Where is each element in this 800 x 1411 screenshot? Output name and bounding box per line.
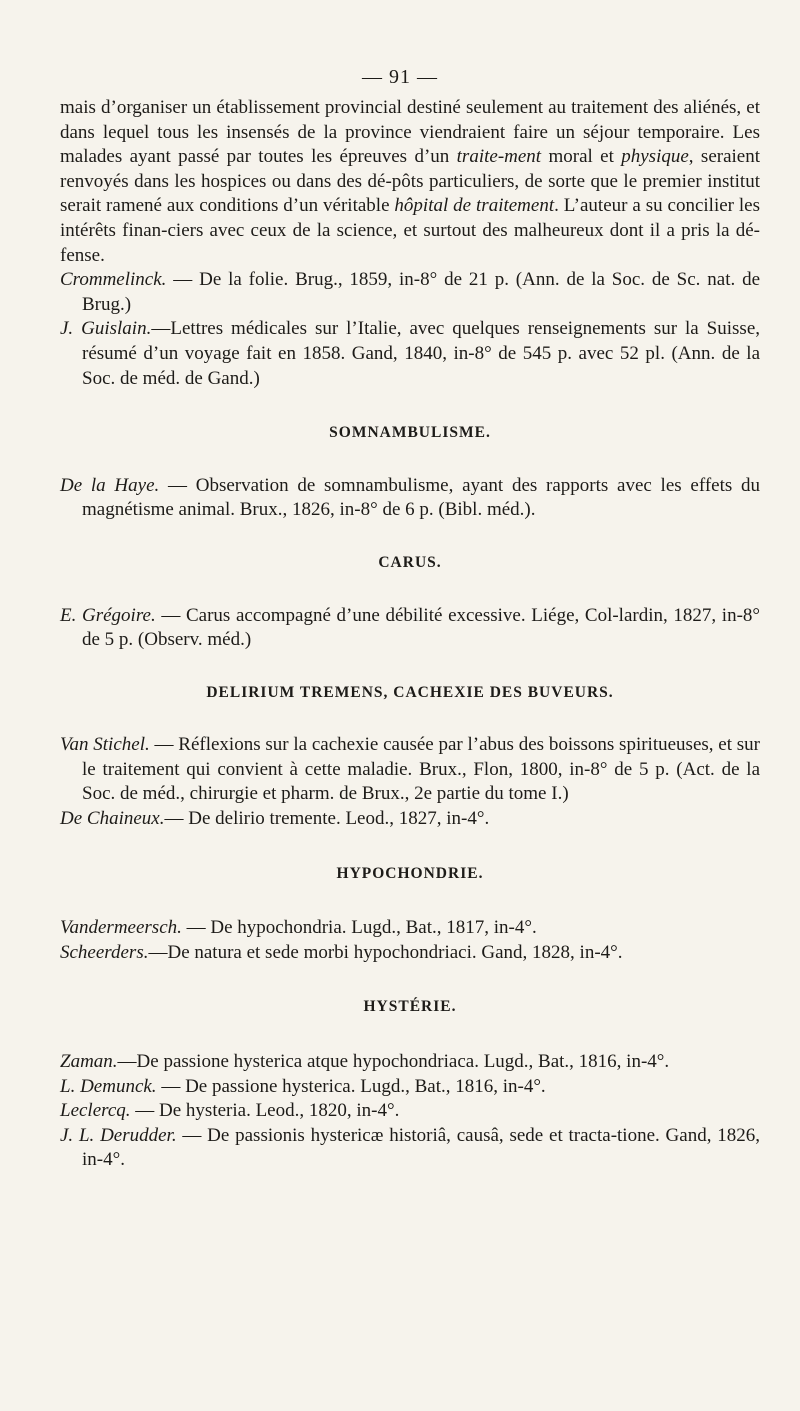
bib-entry — [60, 807, 760, 832]
entry-author: Zaman. — [60, 1051, 118, 1073]
entry-text: —De passione hysterica atque hypochondriaca. Lugd., Bat., 1816, in-4°. — [117, 1051, 670, 1073]
entry-text: — Carus accompagné d’une débilité excessive. Liége, Col-lardin, 1827, in-8° de 5 p. (Observ. méd.) — [82, 604, 760, 651]
intro-emph-b: physique — [621, 146, 689, 168]
entry-author: Van Stichel. — [60, 734, 150, 756]
intro-paragraph — [60, 96, 760, 268]
entry-author: J. L. Derudder. — [60, 1124, 177, 1146]
bib-entry — [60, 1124, 760, 1173]
entry-author: De Chaineux. — [60, 808, 165, 830]
entry-text: — De passionis hystericæ historiâ, causâ, sede et tracta-tione. Gand, 1826, in-4°. — [82, 1124, 760, 1171]
bib-entry — [60, 1099, 760, 1124]
entry-text: — De hypochondria. Lugd., Bat., 1817, in-4°. — [181, 917, 537, 939]
page-text — [60, 96, 760, 1173]
page-number: — 91 — — [362, 66, 438, 88]
intro-emph-a: traite-ment — [456, 146, 542, 168]
entry-author: E. Grégoire. — [60, 604, 156, 626]
section-heading-hypochondrie: HYPOCHONDRIE. — [336, 864, 484, 882]
entry-text: —Lettres médicales sur l’Italie, avec quelques renseignements sur la Suisse, résumé d’un voyage fait en 1858. Gand, 1840, in-8° de 545 p. avec 52 pl. (Ann. de la Soc. de méd. de Gand.) — [82, 318, 761, 389]
entry-text: — De delirio tremente. Leod., 1827, in-4°. — [164, 808, 490, 830]
bib-entry — [60, 1050, 760, 1075]
bib-entry — [60, 317, 760, 391]
entry-text: — Observation de somnambulisme, ayant des rapports avec les effets du magnétisme animal. Brux., 1826, in-8° de 6 p. (Bibl. méd.). — [82, 474, 760, 521]
entry-text: — Réflexions sur la cachexie causée par l’abus des boissons spiritueuses, et sur le traitement qui convient à cette maladie. Brux., Flon, 1800, in-8° de 5 p. (Act. de la Soc. de méd., chirurgie et pharm. de Brux., 2e partie du tome I.) — [82, 734, 761, 805]
entry-author: L. Demunck. — [60, 1075, 157, 1097]
section-heading-carus: CARUS. — [378, 553, 442, 571]
bib-entry — [60, 941, 760, 966]
entry-text: — De hysteria. Leod., 1820, in-4°. — [130, 1100, 400, 1122]
entry-author: Scheerders. — [60, 941, 149, 963]
intro-text-d: . L’auteur a su concilier les intérêts finan-ciers avec ceux de la science, et surtout des malheureux dont il a pris la dé-fense. — [60, 195, 760, 266]
intro-text-c: , seraient renvoyés dans les hospices ou dans des dé-pôts particuliers, de sorte que le premier institut serait ramené aux conditions d’un véritable — [60, 146, 760, 217]
bib-entry — [60, 1075, 760, 1100]
entry-author: Crommelinck. — [60, 269, 167, 291]
entry-text: — De la folie. Brug., 1859, in-8° de 21 p. (Ann. de la Soc. de Sc. nat. de Brug.) — [82, 269, 760, 315]
section-heading-delirium: DELIRIUM TREMENS, CACHEXIE DES BUVEURS. — [206, 683, 614, 701]
entry-author: J. Guislain. — [60, 318, 152, 340]
section-heading-hysterie: HYSTÉRIE. — [363, 998, 457, 1016]
bib-entry — [60, 268, 760, 317]
entry-author: De la Haye. — [60, 474, 160, 496]
entry-text: — De passione hysterica. Lugd., Bat., 1816, in-4°. — [156, 1075, 546, 1097]
intro-emph-c: hôpital de traitement — [394, 195, 555, 217]
intro-text-b: moral et — [541, 146, 622, 168]
intro-text-a: mais d’organiser un établissement provincial destiné seulement au traitement des aliénés, et dans lequel tous les insensés de la province viendraient faire un séjour temporaire. Les malades ayant passé par toutes les épreuves d’un — [60, 97, 760, 168]
bib-entry — [60, 474, 760, 523]
section-heading-somnambulisme: SOMNAMBULISME. — [329, 424, 491, 442]
bib-entry — [60, 733, 760, 807]
entry-text: —De natura et sede morbi hypochondriaci. Gand, 1828, in-4°. — [148, 941, 623, 963]
entry-author: Leclercq. — [60, 1100, 131, 1122]
entry-author: Vandermeersch. — [60, 917, 182, 939]
bib-entry — [60, 604, 760, 653]
bib-entry — [60, 916, 760, 941]
